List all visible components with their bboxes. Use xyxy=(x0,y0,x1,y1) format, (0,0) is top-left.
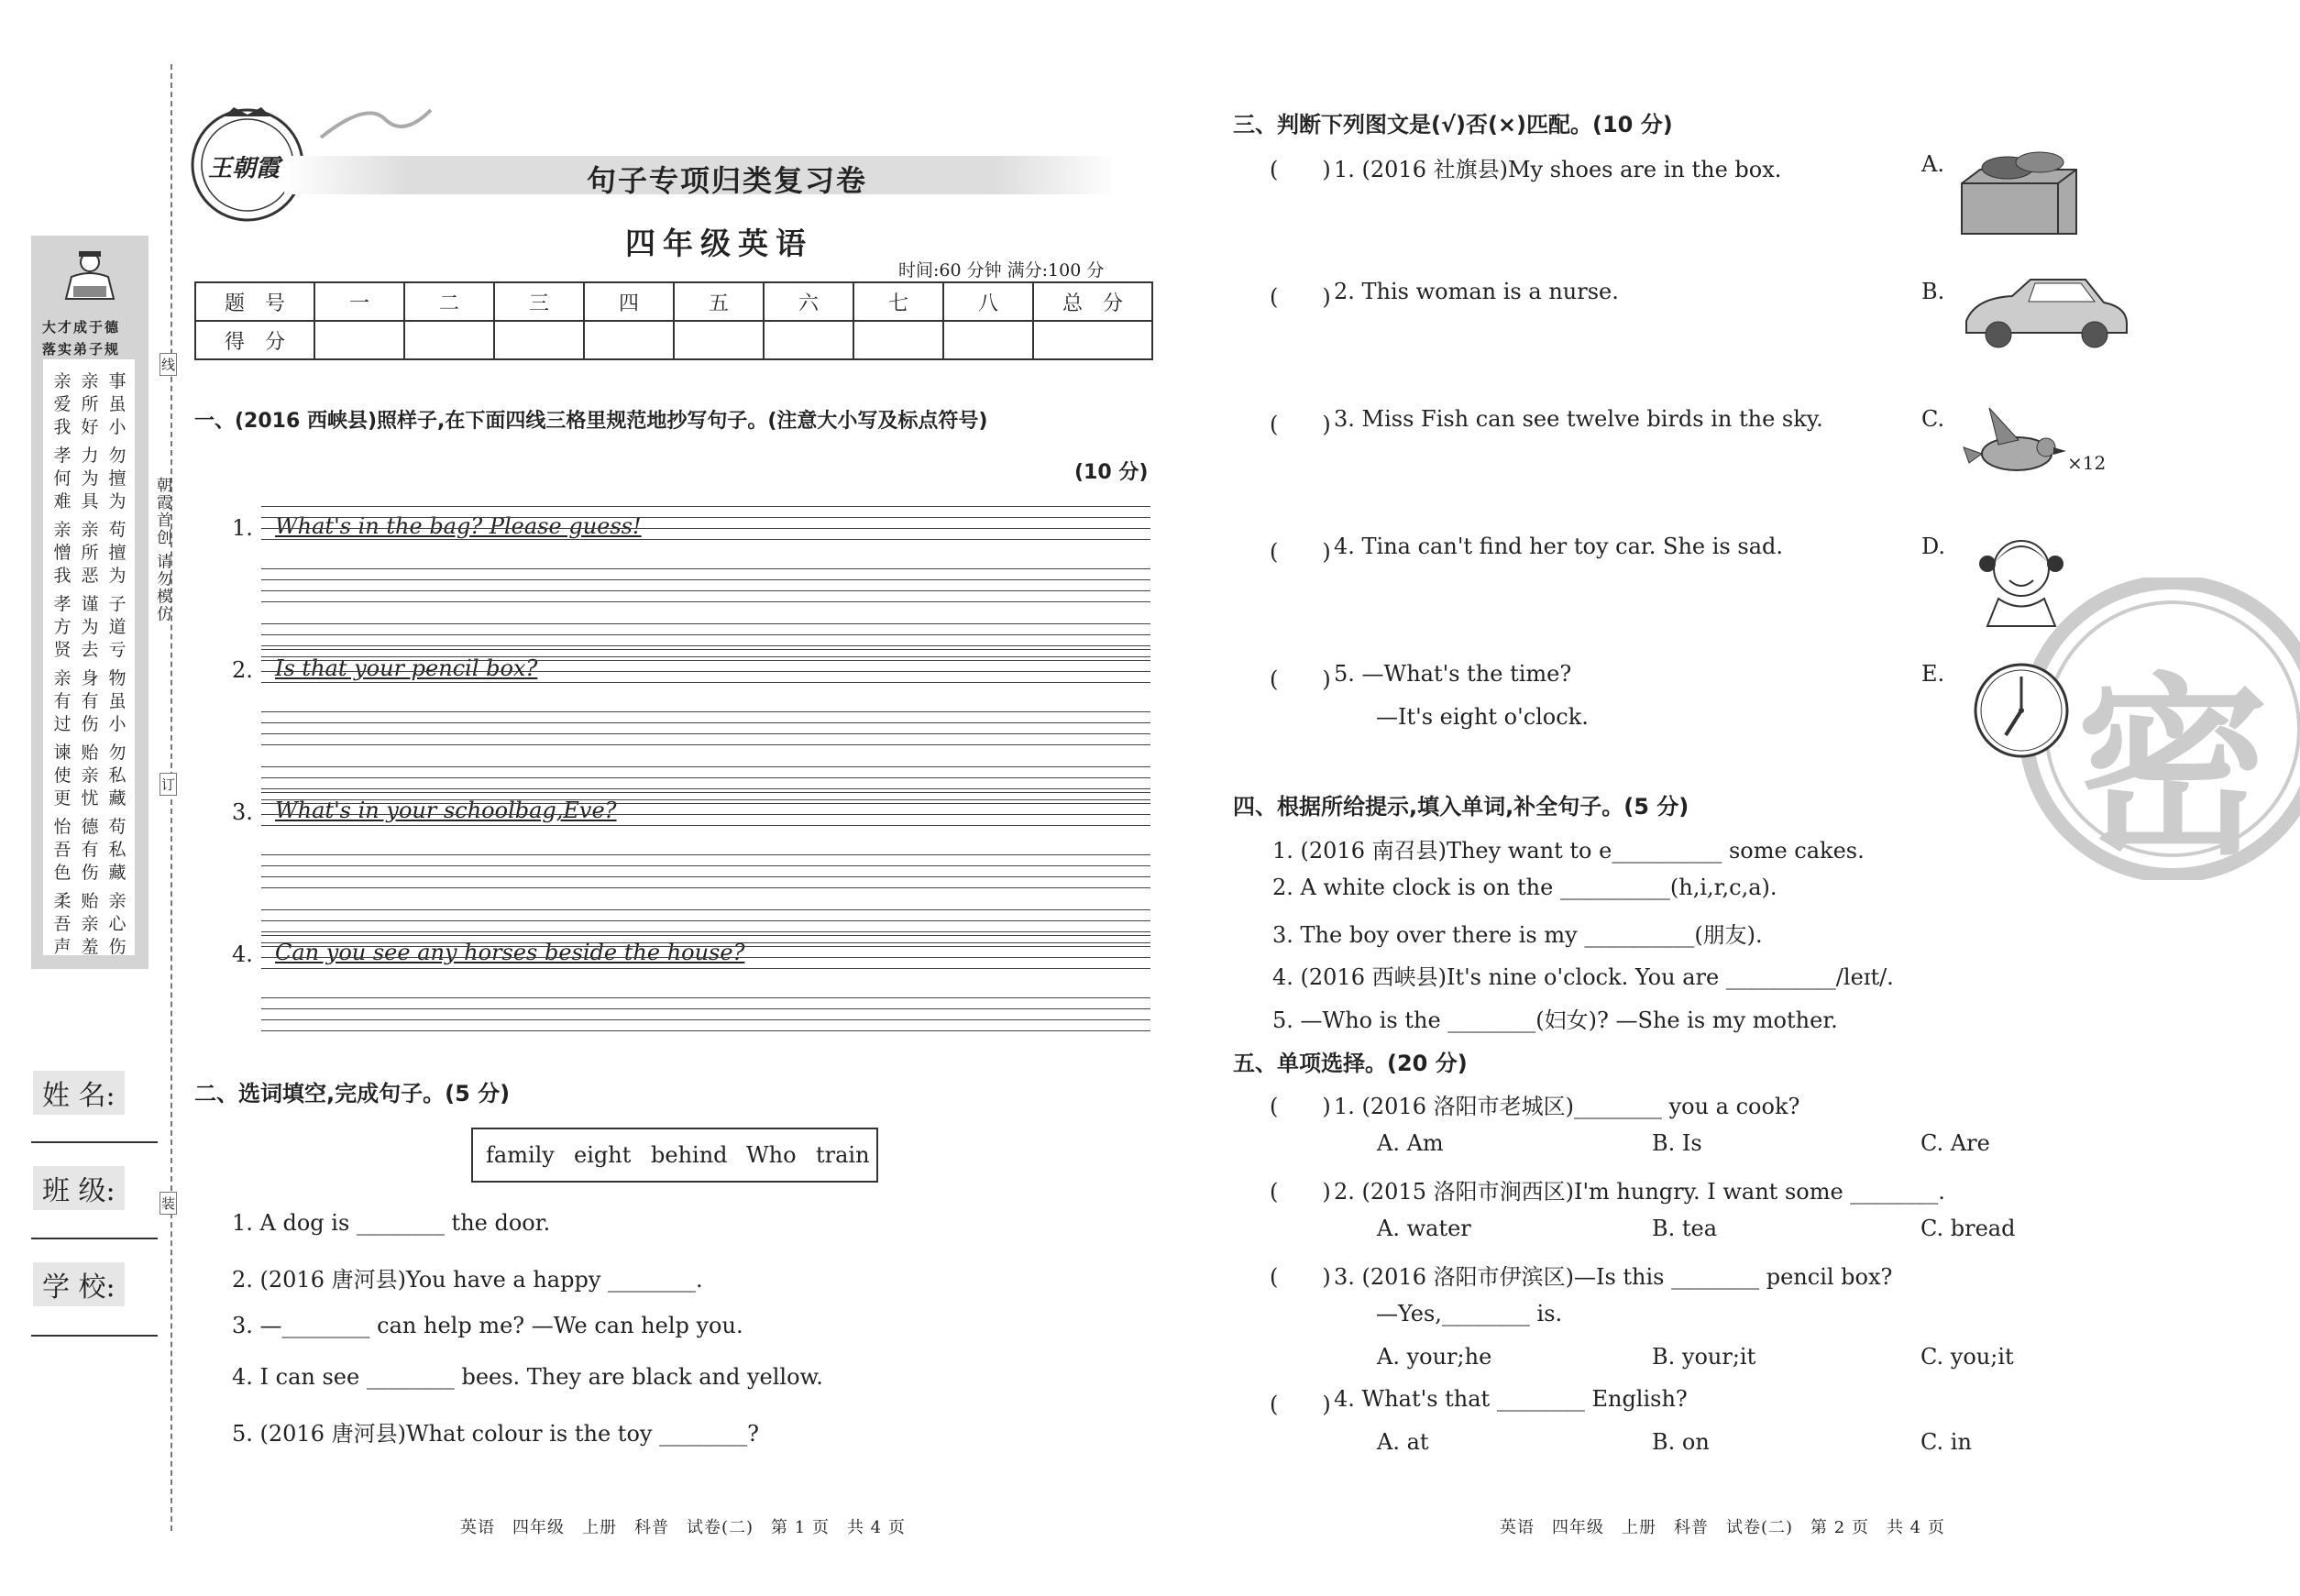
motto-grid xyxy=(43,359,135,955)
motto-column: 力 为 具 xyxy=(81,446,99,512)
seal-mark-bind: 装 xyxy=(160,1192,177,1215)
paper-title: 句子专项归类复习卷 xyxy=(587,163,868,198)
fill-item: 4. I can see ________ bees. They are black and yellow. xyxy=(232,1364,823,1390)
brand-logo-text: 王朝霞 xyxy=(208,155,281,182)
score-header-cell: 七 xyxy=(853,282,943,321)
bird-picture xyxy=(1962,403,2072,486)
motto-column: 怡 吾 色 xyxy=(53,817,72,883)
choice-question: 3. (2016 洛阳市伊滨区)—Is this ________ pencil box? xyxy=(1334,1264,1893,1290)
section2-title: 二、选词填空,完成句子。(5 分) xyxy=(194,1081,511,1106)
name-field[interactable] xyxy=(31,1141,158,1143)
motto-column: 孝 方 贤 xyxy=(53,594,72,660)
section4-title: 四、根据所给提示,填入单词,补全句子。(5 分) xyxy=(1233,794,1689,820)
four-line-grid[interactable] xyxy=(261,506,1150,598)
score-header-cell: 六 xyxy=(764,282,853,321)
choice-answer-paren[interactable]: ( ) xyxy=(1270,1392,1331,1417)
time-score-info: 时间:60 分钟 满分:100 分 xyxy=(898,260,1105,281)
choice-option[interactable]: B. Is xyxy=(1652,1130,1702,1156)
page-footer-right: 英语 四年级 上册 科普 试卷(二) 第 2 页 共 4 页 xyxy=(1500,1518,1945,1537)
score-header-cell: 八 xyxy=(943,282,1033,321)
copy-item-sample: Can you see any horses beside the house? xyxy=(275,940,745,965)
motto-column: 苟 擅 为 xyxy=(108,520,127,586)
motto-column: 亲 心 伤 xyxy=(108,891,127,957)
fill-item: 2. (2016 唐河县)You have a happy ________. xyxy=(232,1267,703,1293)
score-cell[interactable] xyxy=(853,321,943,359)
choice-option[interactable]: C. you;it xyxy=(1920,1344,2014,1370)
taxi-picture xyxy=(1957,270,2131,353)
choice-option[interactable]: B. tea xyxy=(1652,1216,1718,1241)
binding-dashed-line xyxy=(171,64,172,1531)
score-header-cell: 四 xyxy=(584,282,674,321)
match-answer-paren[interactable]: ( ) xyxy=(1270,412,1331,437)
ribbon-decoration xyxy=(312,101,440,147)
four-line-grid[interactable] xyxy=(261,935,1150,1027)
choice-option[interactable]: A. at xyxy=(1377,1429,1429,1455)
section1-score: (10 分) xyxy=(1074,461,1149,484)
score-table xyxy=(194,281,1153,360)
motto-column: 勿 私 藏 xyxy=(108,743,127,809)
score-cell[interactable] xyxy=(494,321,584,359)
motto-column: 谏 使 更 xyxy=(53,743,72,809)
picture-letter: A. xyxy=(1921,151,1944,177)
score-header-cell: 一 xyxy=(314,282,404,321)
score-header-cell: 题 号 xyxy=(195,282,314,321)
motto-column: 物 虽 小 xyxy=(108,668,127,734)
choice-option[interactable]: A. water xyxy=(1377,1216,1471,1241)
choice-option[interactable]: C. Are xyxy=(1920,1130,1990,1156)
section1-title: 一、(2016 西峡县)照样子,在下面四线三格里规范地抄写句子。(注意大小写及标点符号) xyxy=(194,410,988,433)
picture-letter: C. xyxy=(1921,406,1945,432)
word-bank-item: Who xyxy=(746,1142,797,1168)
motto-column: 事 虽 小 xyxy=(108,371,127,437)
word-bank-item: behind xyxy=(651,1142,728,1168)
word-bank-item: family xyxy=(486,1142,555,1168)
motto-column: 身 有 伤 xyxy=(81,668,99,734)
motto-column: 亲 所 恶 xyxy=(81,520,99,586)
score-table-score-row xyxy=(195,321,1152,359)
hint-fill-item: 1. (2016 南召县)They want to e__________ some cakes. xyxy=(1272,838,1865,864)
score-cell[interactable] xyxy=(764,321,853,359)
hint-fill-item: 4. (2016 西峡县)It's nine o'clock. You are __________/leɪt/. xyxy=(1272,964,1894,990)
section5-title: 五、单项选择。(20 分) xyxy=(1233,1051,1468,1076)
picture-letter: D. xyxy=(1921,534,1946,559)
copy-item-sample: What's in your schoolbag,Eve? xyxy=(275,798,617,823)
class-label: 班 级: xyxy=(33,1166,125,1210)
choice-option[interactable]: B. your;it xyxy=(1652,1344,1756,1370)
choice-question: 2. (2015 洛阳市涧西区)I'm hungry. I want some ________. xyxy=(1334,1179,1945,1205)
choice-option[interactable]: C. bread xyxy=(1920,1216,2016,1241)
motto-column: 谨 为 去 xyxy=(81,594,99,660)
picture-letter: B. xyxy=(1921,279,1945,304)
clock-picture xyxy=(1971,660,2072,761)
seal-mark-line: 线 xyxy=(160,353,177,376)
choice-question-reply: —Yes,________ is. xyxy=(1376,1301,1563,1326)
score-cell[interactable] xyxy=(404,321,494,359)
score-table-header-row xyxy=(195,282,1152,321)
score-header-cell: 三 xyxy=(494,282,584,321)
motto-column: 孝 何 难 xyxy=(53,446,72,512)
score-row-label: 得 分 xyxy=(195,321,314,359)
copy-item-number: 4. xyxy=(232,941,253,967)
fill-item: 5. (2016 唐河县)What colour is the toy ________? xyxy=(232,1421,759,1447)
picture-letter: E. xyxy=(1921,661,1945,687)
motto-column: 亲 所 好 xyxy=(81,371,99,437)
hint-fill-item: 2. A white clock is on the __________(h,i,r,c,a). xyxy=(1272,875,1777,900)
copy-item-number: 2. xyxy=(232,657,253,683)
name-label: 姓 名: xyxy=(33,1071,125,1115)
seal-mark-order: 订 xyxy=(160,773,177,796)
section3-title: 三、判断下列图文是(√)否(×)匹配。(10 分) xyxy=(1233,112,1673,138)
match-statement: 4. Tina can't find her toy car. She is sad. xyxy=(1334,534,1783,559)
copy-item-sample: Is that your pencil box? xyxy=(275,655,538,681)
motto-column: 亲 有 过 xyxy=(53,668,72,734)
page-footer-left: 英语 四年级 上册 科普 试卷(二) 第 1 页 共 4 页 xyxy=(460,1518,906,1537)
choice-question: 4. What's that ________ English? xyxy=(1334,1386,1688,1412)
shoes-in-box-picture xyxy=(1957,142,2085,238)
word-bank xyxy=(471,1128,878,1183)
score-cell[interactable] xyxy=(314,321,404,359)
match-statement: 1. (2016 社旗县)My shoes are in the box. xyxy=(1334,157,1782,182)
copyright-note: 朝霞首创 请勿模仿 xyxy=(153,477,171,623)
score-header-cell: 五 xyxy=(674,282,764,321)
match-statement: 3. Miss Fish can see twelve birds in the sky. xyxy=(1334,406,1823,432)
copy-item-number: 3. xyxy=(232,799,253,825)
side-banner-top: 大才成于德 xyxy=(42,319,121,336)
word-bank-item: train xyxy=(816,1142,870,1168)
match-answer-paren[interactable]: ( ) xyxy=(1270,157,1331,182)
motto-column: 苟 私 藏 xyxy=(108,817,127,883)
class-field[interactable] xyxy=(31,1238,158,1239)
score-cell[interactable] xyxy=(943,321,1033,359)
paper-subtitle: 四年级英语 xyxy=(625,226,813,261)
choice-answer-paren[interactable]: ( ) xyxy=(1270,1264,1331,1290)
school-label: 学 校: xyxy=(33,1262,125,1306)
match-statement-reply: —It's eight o'clock. xyxy=(1376,704,1589,730)
match-answer-paren[interactable]: ( ) xyxy=(1270,666,1331,692)
score-cell[interactable] xyxy=(584,321,674,359)
score-cell[interactable] xyxy=(674,321,764,359)
motto-column: 贻 亲 羞 xyxy=(81,891,99,957)
hint-fill-item: 3. The boy over there is my __________(朋友). xyxy=(1272,922,1763,948)
match-answer-paren[interactable]: ( ) xyxy=(1270,539,1331,565)
score-header-cell: 二 xyxy=(404,282,494,321)
hint-fill-item: 5. —Who is the ________(妇女)? —She is my mother. xyxy=(1272,1007,1838,1033)
match-statement: 5. —What's the time? xyxy=(1334,661,1572,687)
motto-column: 贻 亲 忧 xyxy=(81,743,99,809)
score-header-cell: 总 分 xyxy=(1033,282,1152,321)
match-statement: 2. This woman is a nurse. xyxy=(1334,279,1619,304)
score-cell[interactable] xyxy=(1033,321,1152,359)
choice-answer-paren[interactable]: ( ) xyxy=(1270,1179,1331,1205)
motto-column: 勿 擅 为 xyxy=(108,446,127,512)
word-bank-item: eight xyxy=(574,1142,632,1168)
motto-column: 亲 憎 我 xyxy=(53,520,72,586)
birds-count-label: ×12 xyxy=(2067,452,2107,474)
choice-answer-paren[interactable]: ( ) xyxy=(1270,1094,1331,1119)
school-field[interactable] xyxy=(31,1335,158,1337)
motto-column: 柔 吾 声 xyxy=(53,891,72,957)
copy-item-sample: What's in the bag? Please guess! xyxy=(275,513,642,539)
match-answer-paren[interactable]: ( ) xyxy=(1270,284,1331,310)
four-line-grid[interactable] xyxy=(261,792,1150,884)
fill-item: 1. A dog is ________ the door. xyxy=(232,1210,551,1236)
choice-option[interactable]: B. on xyxy=(1652,1429,1710,1455)
girl-picture xyxy=(1971,527,2072,628)
choice-question: 1. (2016 洛阳市老城区)________ you a cook? xyxy=(1334,1094,1800,1119)
side-banner-bottom: 落实弟子规 xyxy=(42,341,121,358)
motto-column: 子 道 亏 xyxy=(108,594,127,660)
scholar-illustration xyxy=(53,246,127,310)
choice-option[interactable]: C. in xyxy=(1920,1429,1972,1455)
choice-option[interactable]: A. your;he xyxy=(1377,1344,1492,1370)
copy-item-number: 1. xyxy=(232,515,253,541)
watermark-char: 密 xyxy=(2076,656,2270,881)
four-line-grid[interactable] xyxy=(261,649,1150,741)
fill-item: 3. —________ can help me? —We can help you. xyxy=(232,1313,743,1338)
motto-column: 亲 爱 我 xyxy=(53,371,72,437)
motto-column: 德 有 伤 xyxy=(81,817,99,883)
choice-option[interactable]: A. Am xyxy=(1377,1130,1444,1156)
